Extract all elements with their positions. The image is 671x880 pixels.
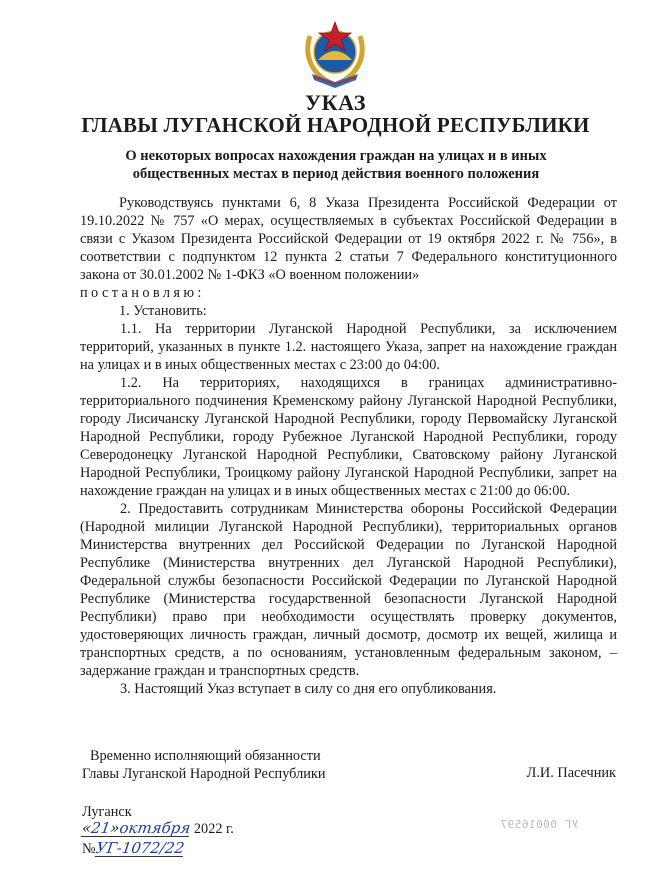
mirrored-serial: УГ 00016597 (500, 818, 579, 831)
issue-city: Луганск (82, 804, 132, 820)
lpr-coat-of-arms-icon (300, 16, 370, 90)
item-1-1: 1.1. На территории Луганской Народной Республики, за исключением территорий, указанных в пункте 1.2. настоящего Указа, запрет на нахождение граждан на улицах и в иных общественных местах с 23:00 до 04:00. (80, 321, 617, 373)
decree-body (80, 194, 617, 698)
date-day: 21 (89, 819, 112, 837)
decree-subject (80, 147, 592, 183)
signatory-name: Л.И. Пасечник (526, 765, 616, 781)
handwritten-number: УГ-1072/22 (94, 839, 186, 857)
item-1: 1. Установить: (119, 303, 207, 319)
item-1-2: 1.2. На территориях, находящихся в границах административно-территориального подчинения Кременскому району Луганской Народной Республики, городу Лисичанску Луганской Народной Республики, городу Первомайску Луганской Народной Республики, городу Рубежное Луганской Народной Республики, городу Северодонецку Луганской Народной Республики, Сватовскому району Луганской Народной Республики, Троицкому району Луганской Народной Республики, запрет на нахождение граждан на улицах и в иных общественных местах с 21:00 до 06:00. (80, 375, 617, 499)
signatory-position (82, 747, 325, 783)
position-line-2: Главы Луганской Народной Республики (82, 766, 326, 782)
issuer-title: ГЛАВЫ ЛУГАНСКОЙ НАРОДНОЙ РЕСПУБЛИКИ (81, 113, 590, 137)
issue-date (82, 820, 234, 838)
item-2: 2. Предоставить сотрудникам Министерства обороны Российской Федерации (Народной милиции Луганской Народной Республики), территориальных органов Министерства внутренних дел Российской Федерации по Луганской Народной Республике (Министерства внутренних дел Луганской Народной Республики), Федеральной службы безопасности Российской Федерации по Луганской Народной Республике (Министерства государственной безопасности Луганской Народной Республики) право при необходимости осуществлять проверку документов, удостоверяющих личность граждан, личный досмотр, досмотр их вещей, жилища и транспортных средств, а по основаниям, установленным федеральным законом, – задержание граждан и транспортных средств. (80, 501, 617, 679)
handwritten-date: «21»октября (80, 819, 192, 837)
item-3: 3. Настоящий Указ вступает в силу со дня его опубликования. (120, 681, 497, 697)
subject-line-1: О некоторых вопросах нахождения граждан на улицах и в иных (125, 148, 547, 164)
date-year: 2022 г. (193, 821, 234, 837)
decree-word: постановляю: (80, 285, 205, 301)
number-prefix: № (82, 841, 96, 857)
date-month: октября (118, 819, 192, 837)
position-line-1: Временно исполняющий обязанности (90, 748, 321, 764)
decree-number (82, 840, 184, 858)
decree-title: УКАЗ (304, 90, 367, 115)
subject-line-2: общественных местах в период действия военного положения (132, 166, 540, 182)
preamble-paragraph: Руководствуясь пунктами 6, 8 Указа Президента Российской Федерации от 19.10.2022 № 757 «О мерах, осуществляемых в субъектах Российской Федерации в связи с Указом Президента Российской Федерации от 19 октября 2022 г. № 756», в соответствии с подпунктом 12 пункта 2 статьи 7 Федерального конституционного закона от 30.01.2002 № 1-ФКЗ «О военном положении» (80, 195, 617, 283)
